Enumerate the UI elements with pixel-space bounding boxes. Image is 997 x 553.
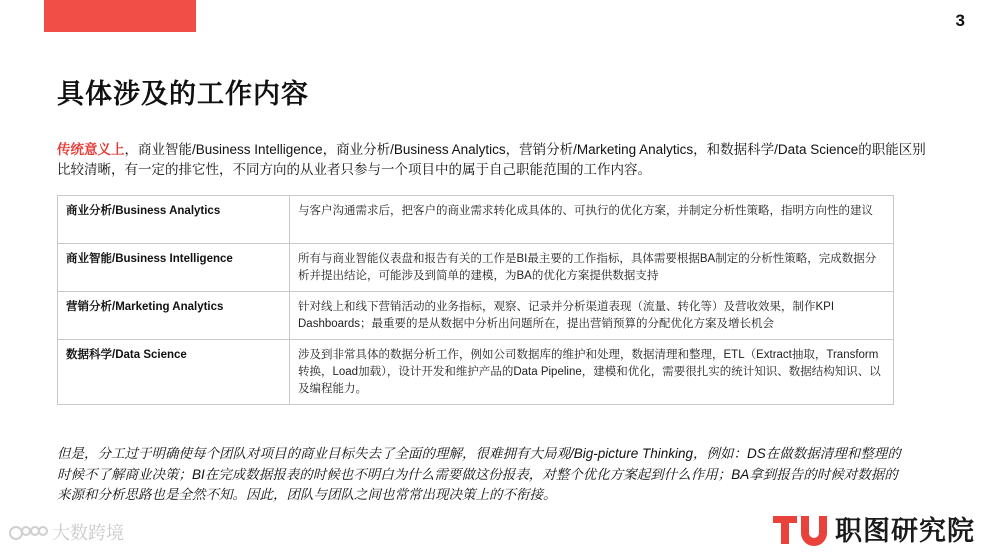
role-description: 针对线上和线下营销活动的业务指标，观察、记录并分析渠道表现（流量、转化等）及营收效果，制作KPI Dashboards；最重要的是从数据中分析出问题所在，提出营销预算的分配优化方案及增长机会 xyxy=(290,292,894,340)
role-description: 涉及到非常具体的数据分析工作，例如公司数据库的维护和处理，数据清理和整理，ETL（Extract抽取，Transform转换，Load加载），设计开发和维护产品的Data Pipeline，建模和优化，需要很扎实的统计知识、数据结构知识、以及编程能力。 xyxy=(290,340,894,405)
page-title: 具体涉及的工作内容 xyxy=(57,79,309,109)
footer-note: 但是，分工过于明确使每个团队对项目的商业目标失去了全面的理解，很难拥有大局观/Big-picture Thinking，例如：DS在做数据清理和整理的时候不了解商业决策；BI在完成数据报表的时候也不明白为什么需要做这份报表，对整个优化方案起到什么作用；BA拿到报告的时候对数据的来源和分析思路也是全然不知。因此，团队与团队之间也常常出现决策上的不衔接。 xyxy=(57,446,901,502)
intro-highlight: 传统意义上 xyxy=(57,142,125,157)
intro-text: ，商业智能/Business Intelligence，商业分析/Business Analytics，营销分析/Marketing Analytics，和数据科学/Data Science的职能区别比较清晰，有一定的排它性，不同方向的从业者只参与一个项目中的属于自己职能范围的工作内容。 xyxy=(57,142,926,177)
intro-paragraph xyxy=(57,140,927,180)
role-description: 与客户沟通需求后，把客户的商业需求转化成具体的、可执行的优化方案，并制定分析性策略，指明方向性的建议 xyxy=(290,196,894,244)
table-row xyxy=(58,244,894,292)
role-name: 营销分析/Marketing Analytics xyxy=(58,292,290,340)
role-name: 商业智能/Business Intelligence xyxy=(58,244,290,292)
role-name: 数据科学/Data Science xyxy=(58,340,290,405)
watermark-text: 大数跨境 xyxy=(52,523,124,543)
watermark xyxy=(8,519,124,545)
table-row xyxy=(58,196,894,244)
brand-logo xyxy=(771,509,975,548)
table-row xyxy=(58,292,894,340)
roles-table xyxy=(57,195,894,405)
role-name: 商业分析/Business Analytics xyxy=(58,196,290,244)
role-description: 所有与商业智能仪表盘和报告有关的工作是BI最主要的工作指标，具体需要根据BA制定的分析性策略，完成数据分析并提出结论，可能涉及到简单的建模，为BA的优化方案提供数据支持 xyxy=(290,244,894,292)
page-number: 3 xyxy=(955,11,965,30)
brand-name: 职图研究院 xyxy=(835,516,975,546)
watermark-logo-icon xyxy=(8,521,48,543)
tu-logo-icon xyxy=(771,512,831,546)
table-row xyxy=(58,340,894,405)
accent-bar xyxy=(44,0,196,32)
